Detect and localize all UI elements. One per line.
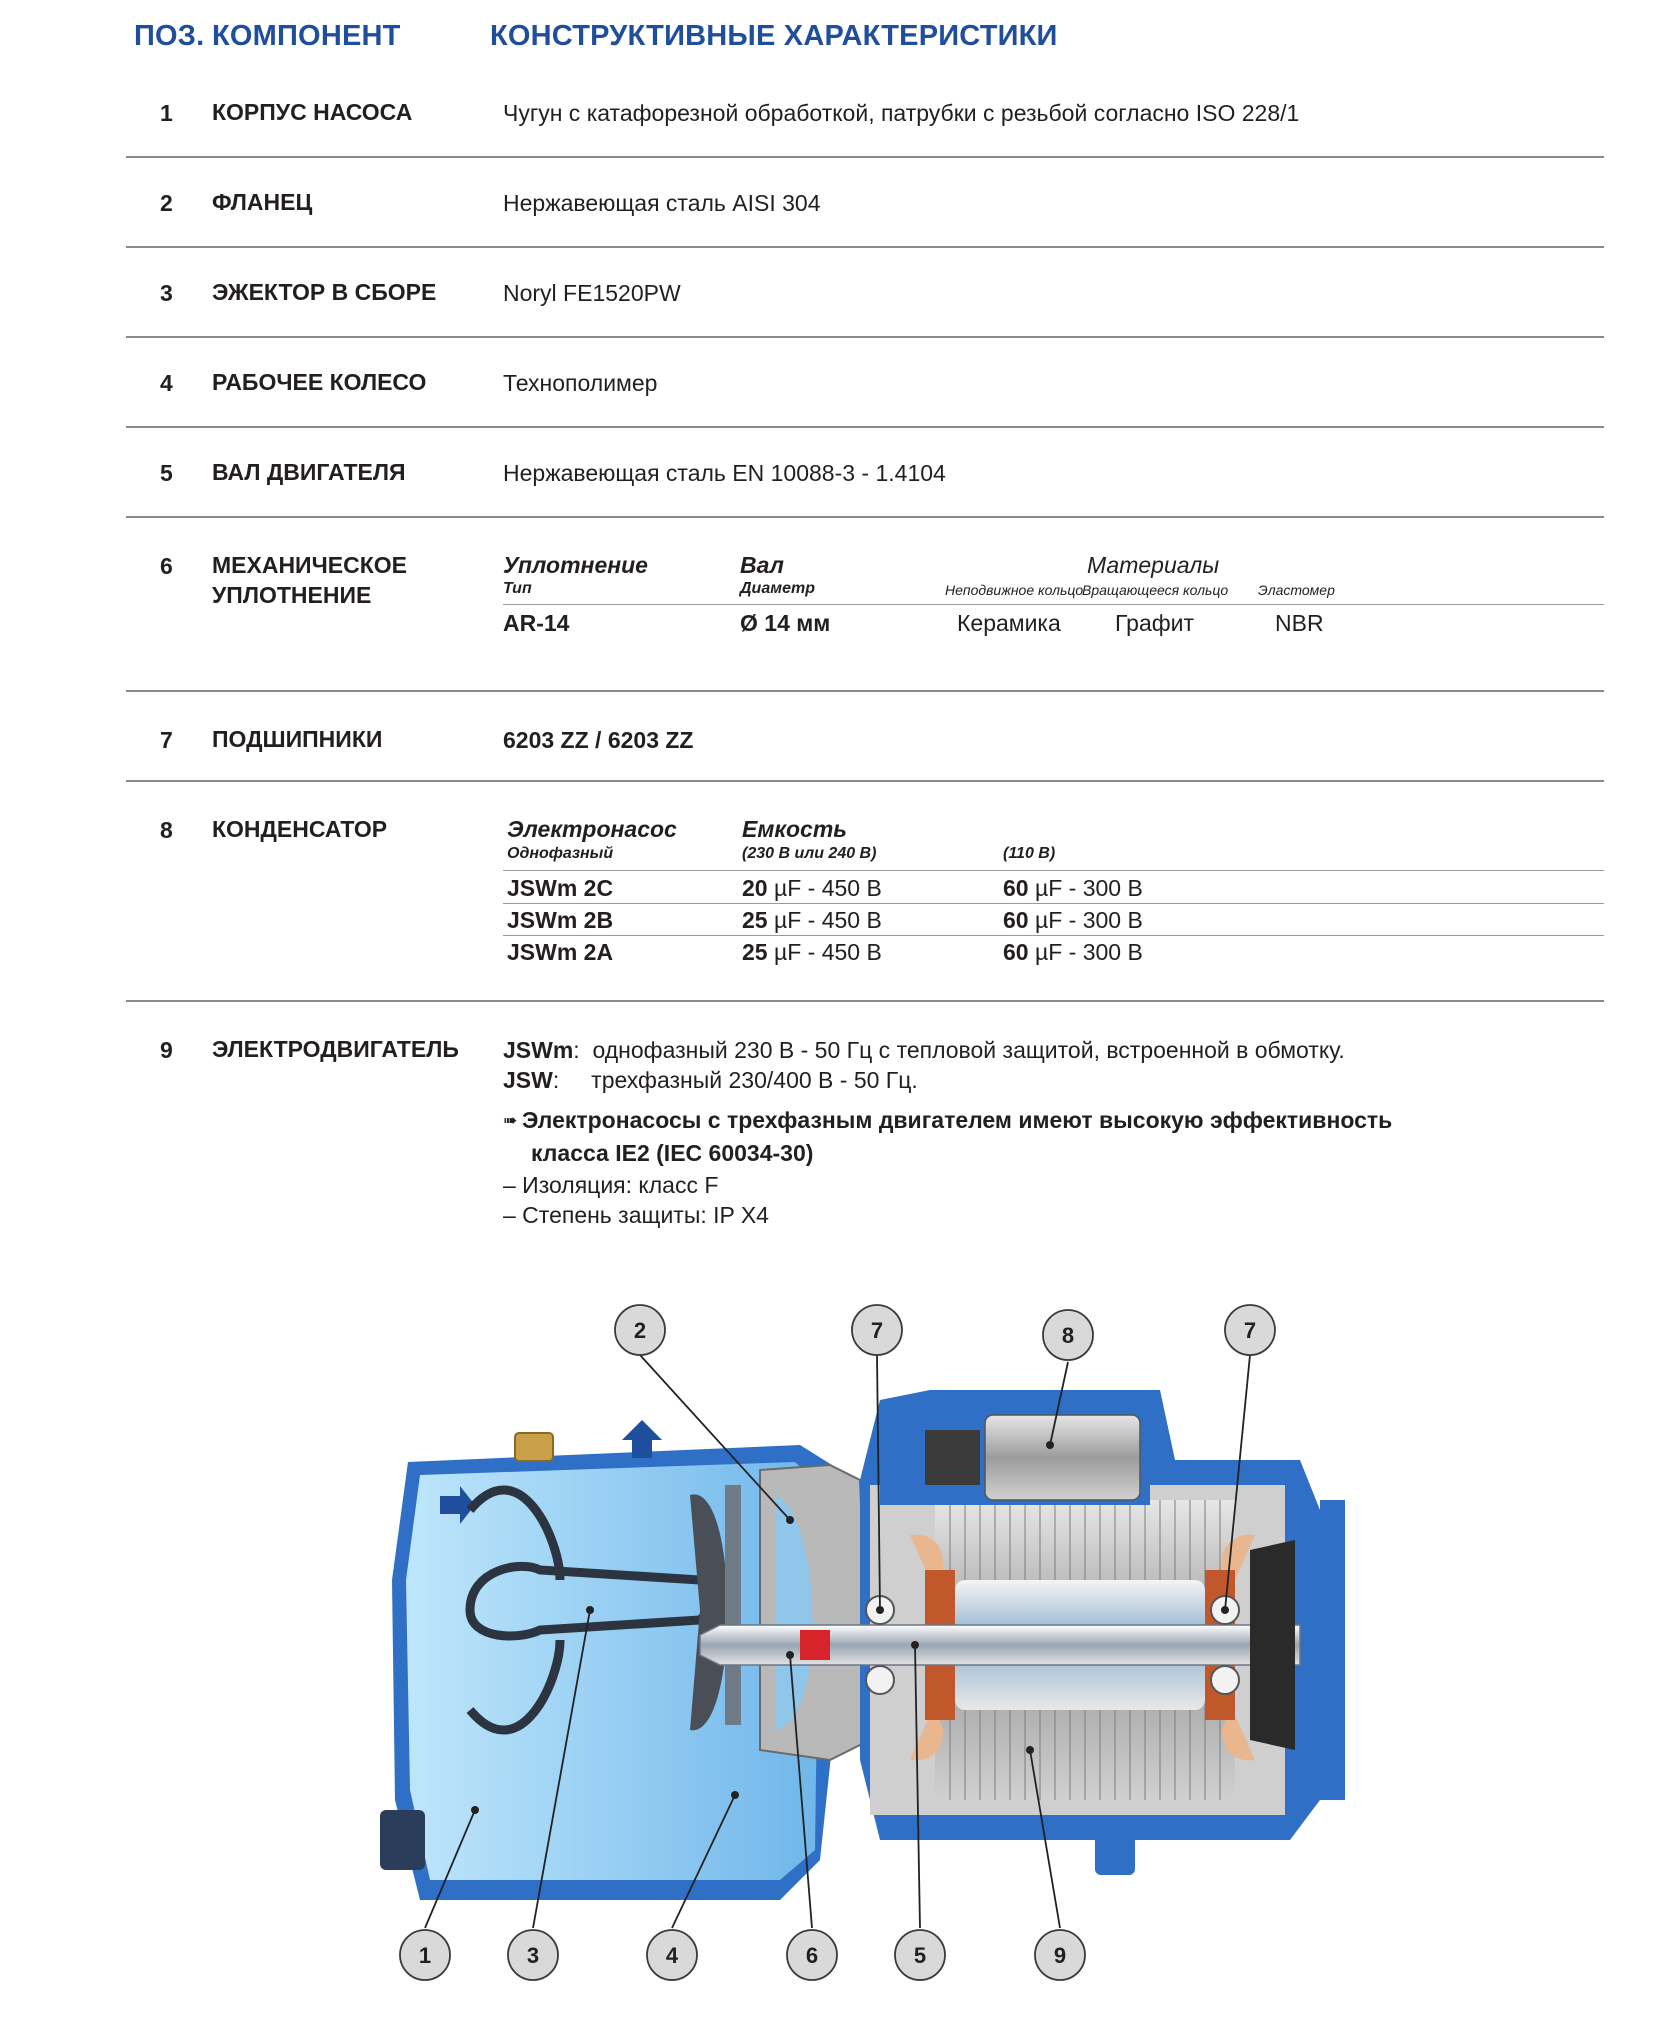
capacitor-230-unit: µF - 450 В — [767, 875, 882, 901]
callout-5 — [895, 1930, 945, 1980]
row-component: ЭЖЕКТОР В СБОРЕ — [212, 279, 437, 305]
motor-jswm-label: JSWm — [503, 1037, 574, 1063]
callout-7-left-label: 7 — [870, 1318, 884, 1343]
callout-1-label: 1 — [418, 1943, 432, 1968]
motor-line-jsw — [503, 1067, 918, 1094]
callout-8-label: 8 — [1061, 1323, 1075, 1348]
seal-table-rule — [503, 604, 1604, 605]
motor-jsw-text: : трехфазный 230/400 В - 50 Гц. — [552, 1067, 918, 1093]
capacitor-110-unit: µF - 300 В — [1028, 875, 1143, 901]
row-divider — [126, 780, 1604, 782]
row-value: Нержавеющая сталь EN 10088-3 - 1.4104 — [503, 460, 946, 486]
cooling-fan — [1250, 1540, 1295, 1750]
capacitor-110-unit: µF - 300 В — [1028, 939, 1143, 965]
row-number: 8 — [160, 817, 173, 843]
callout-7-left — [852, 1305, 902, 1355]
capacitor-230-unit: µF - 450 В — [767, 907, 882, 933]
callout-1 — [400, 1930, 450, 1980]
seal-name-line2: УПЛОТНЕНИЕ — [212, 582, 372, 608]
row-number: 4 — [160, 370, 173, 396]
fixed-ring-material: Керамика — [957, 610, 1061, 636]
callout-2 — [615, 1305, 665, 1355]
rotating-ring-material: Графит — [1115, 610, 1195, 636]
capacity-110-subheader: (110 В) — [1003, 845, 1056, 862]
row-number: 3 — [160, 280, 173, 306]
row-component: ВАЛ ДВИГАТЕЛЯ — [212, 459, 406, 485]
row-divider — [126, 156, 1604, 158]
row-divider — [126, 246, 1604, 248]
fill-plug — [515, 1433, 553, 1461]
motor-jsw-label: JSW — [503, 1067, 553, 1093]
pump-col-subheader: Однофазный — [507, 845, 614, 862]
motor-jswm-text: : однофазный 230 В - 50 Гц с тепловой защитой, встроенной в обмотку. — [573, 1037, 1345, 1063]
callout-7-right-label: 7 — [1243, 1318, 1257, 1343]
header-pos: ПОЗ. — [134, 20, 205, 52]
callout-4-label: 4 — [665, 1943, 679, 1968]
elastomer-header: Эластомер — [1258, 582, 1335, 598]
row-component — [212, 550, 407, 610]
callout-3-label: 3 — [526, 1943, 540, 1968]
capacitor-230 — [742, 939, 882, 966]
capacitor-230 — [742, 907, 882, 934]
callout-6-label: 6 — [805, 1943, 819, 1968]
motor-line-jswm — [503, 1037, 1345, 1064]
mechanical-seal — [800, 1630, 830, 1660]
rotating-ring-header: Вращающееся кольцо — [1082, 582, 1229, 598]
header-component: КОМПОНЕНТ — [212, 20, 401, 52]
callout-9-label: 9 — [1053, 1943, 1067, 1968]
callout-5-label: 5 — [913, 1943, 927, 1968]
pump-col-header: Электронасос — [507, 816, 677, 842]
capacitor — [985, 1415, 1140, 1500]
row-value: Нержавеющая сталь AISI 304 — [503, 190, 821, 216]
capacitor-110-value: 60 — [1003, 875, 1029, 901]
row-component: КОРПУС НАСОСА — [212, 99, 413, 125]
capacitor-row-rule — [503, 935, 1604, 936]
row-value: 6203 ZZ / 6203 ZZ — [503, 727, 694, 753]
row-number: 2 — [160, 190, 173, 216]
callout-2-label: 2 — [633, 1318, 647, 1343]
capacitor-model: JSWm 2A — [507, 939, 614, 965]
capacitor-230 — [742, 875, 882, 902]
capacitor-110 — [1003, 939, 1143, 966]
capacity-col-header: Емкость — [742, 816, 847, 842]
capacitor-110 — [1003, 907, 1143, 934]
shaft-col-subheader: Диаметр — [740, 580, 815, 597]
capacity-230-subheader: (230 В или 240 В) — [742, 845, 877, 862]
capacitor-110-value: 60 — [1003, 939, 1029, 965]
capacitor-230-value: 25 — [742, 907, 768, 933]
capacitor-model: JSWm 2C — [507, 875, 614, 901]
arrow-right-icon: ➠ — [503, 1111, 522, 1130]
capacitor-110-value: 60 — [1003, 907, 1029, 933]
materials-header: Материалы — [1087, 552, 1220, 578]
motor-efficiency-note — [503, 1105, 1392, 1168]
motor-insulation: – Изоляция: класс F — [503, 1172, 719, 1198]
row-component: ЭЛЕКТРОДВИГАТЕЛЬ — [212, 1036, 459, 1062]
row-divider — [126, 336, 1604, 338]
capacitor-row-rule — [503, 903, 1604, 904]
capacitor-model: JSWm 2B — [507, 907, 614, 933]
fixed-ring-header: Неподвижное кольцо — [945, 582, 1084, 598]
seal-col-header: Уплотнение — [503, 552, 648, 578]
motor-note-line2: класса IE2 (IEC 60034-30) — [531, 1140, 814, 1166]
row-divider — [126, 1000, 1604, 1002]
motor-protection: – Степень защиты: IP X4 — [503, 1202, 769, 1228]
motor-note-line1: Электронасосы с трехфазным двигателем имеют высокую эффективность — [521, 1107, 1393, 1133]
callout-3 — [508, 1930, 558, 1980]
header-characteristics: КОНСТРУКТИВНЫЕ ХАРАКТЕРИСТИКИ — [490, 20, 1058, 52]
row-divider — [126, 516, 1604, 518]
row-number: 9 — [160, 1037, 173, 1063]
callout-8 — [1043, 1310, 1093, 1360]
row-divider — [126, 690, 1604, 692]
row-value: Noryl FE1520PW — [503, 280, 681, 306]
row-number: 1 — [160, 100, 173, 126]
seal-type: AR-14 — [503, 610, 570, 636]
pump-body-inner — [406, 1462, 820, 1880]
shaft-diameter: Ø 14 мм — [740, 610, 831, 636]
row-component: ПОДШИПНИКИ — [212, 726, 383, 752]
capacitor-230-value: 20 — [742, 875, 768, 901]
row-number: 7 — [160, 727, 173, 753]
pump-cutaway-diagram — [0, 1280, 1680, 2010]
terminal-block — [925, 1430, 980, 1485]
capacitor-110-unit: µF - 300 В — [1028, 907, 1143, 933]
capacitor-110 — [1003, 875, 1143, 902]
row-value: Чугун с катафорезной обработкой, патрубки с резьбой согласно ISO 228/1 — [503, 100, 1300, 126]
row-component: РАБОЧЕЕ КОЛЕСО — [212, 369, 427, 395]
row-component: ФЛАНЕЦ — [212, 189, 313, 215]
capacitor-230-unit: µF - 450 В — [767, 939, 882, 965]
callout-7-right — [1225, 1305, 1275, 1355]
row-value: Технополимер — [503, 370, 658, 396]
callout-6 — [787, 1930, 837, 1980]
seal-name-line1: МЕХАНИЧЕСКОЕ — [212, 552, 407, 578]
row-number: 6 — [160, 553, 173, 579]
row-component: КОНДЕНСАТОР — [212, 816, 388, 842]
row-number: 5 — [160, 460, 173, 486]
row-divider — [126, 426, 1604, 428]
capacitor-table-rule — [503, 870, 1604, 871]
seal-col-subheader: Тип — [503, 580, 532, 597]
shaft-col-header: Вал — [740, 552, 784, 578]
callout-4 — [647, 1930, 697, 1980]
capacitor-230-value: 25 — [742, 939, 768, 965]
elastomer-material: NBR — [1275, 610, 1324, 636]
callout-9 — [1035, 1930, 1085, 1980]
